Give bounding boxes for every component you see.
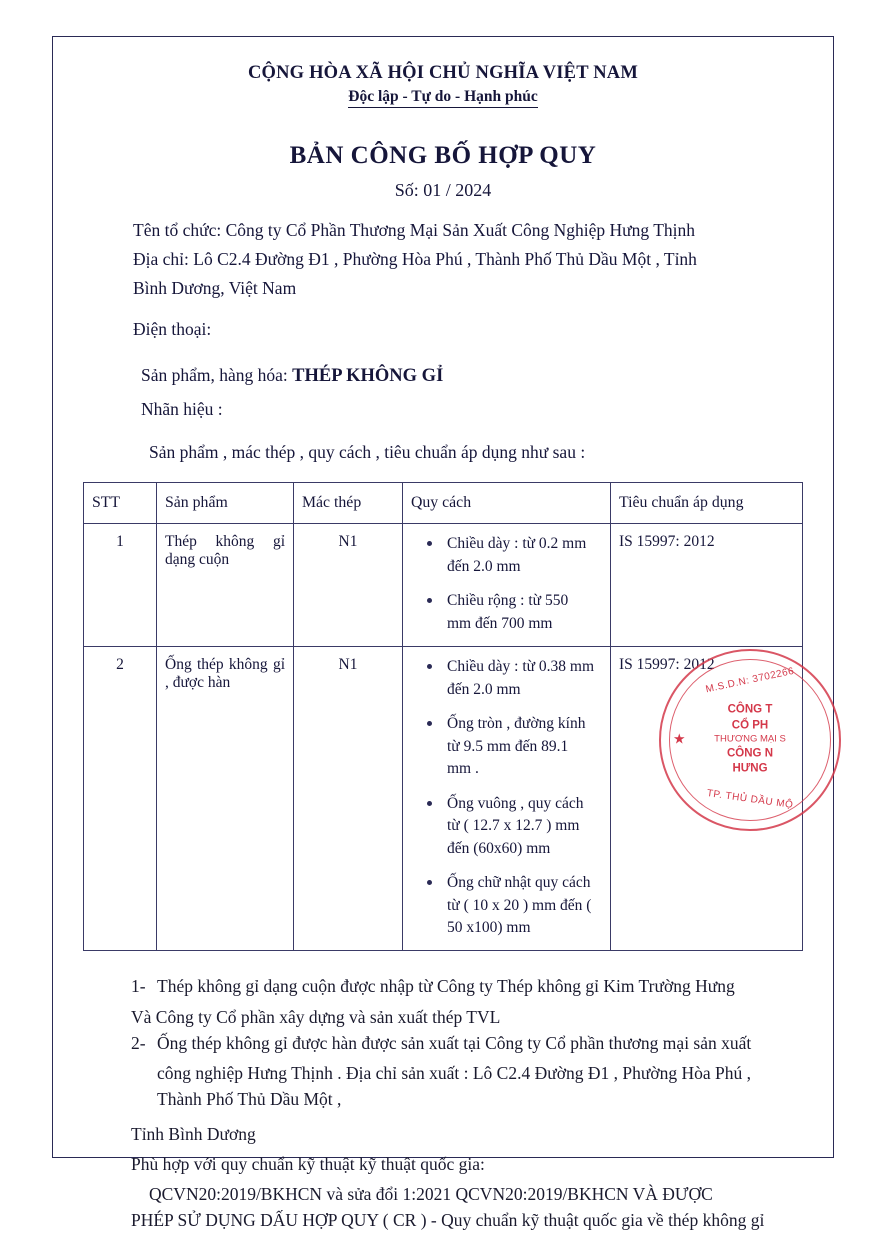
- national-motto: Độc lập - Tự do - Hạnh phúc: [348, 88, 537, 108]
- organization-address-line1: Địa chỉ: Lô C2.4 Đường Đ1 , Phường Hòa Phú , Thành Phố Thủ Dầu Một , Tỉnh: [133, 249, 697, 270]
- cell-product: Ống thép không gỉ , được hàn: [157, 647, 294, 951]
- note-continuation: Thành Phố Thủ Dầu Một ,: [157, 1089, 342, 1110]
- cell-product: Thép không gỉ dạng cuộn: [157, 524, 294, 647]
- note-text: Thép không gỉ dạng cuộn được nhập từ Công ty Thép không gỉ Kim Trường Hưng: [157, 976, 735, 997]
- stamp-core-mid: THƯƠNG MẠI S: [714, 733, 786, 745]
- table-header-spec: Quy cách: [403, 483, 611, 524]
- stamp-arc-bottom: TP. THỦ DẦU MỘ: [706, 787, 794, 812]
- product-block: [83, 362, 803, 424]
- product-value: THÉP KHÔNG GỈ: [292, 365, 444, 386]
- conformity-block: [83, 1181, 803, 1234]
- spec-item: Chiều dày : từ 0.2 mm đến 2.0 mm: [447, 533, 602, 578]
- specification-table: [83, 482, 803, 951]
- table-header-stt: STT: [84, 483, 157, 524]
- conformity-line-2: PHÉP SỬ DỤNG DẤU HỢP QUY ( CR ) - Quy chuẩn kỹ thuật quốc gia về thép không gỉ: [131, 1210, 765, 1231]
- organization-address-line2: Bình Dương, Việt Nam: [133, 278, 297, 299]
- note-item: [131, 1030, 803, 1056]
- organization-block: [83, 217, 803, 302]
- stamp-arc-top: M.S.D.N: 3702266: [704, 665, 796, 696]
- notes-list: [83, 973, 803, 1112]
- table-row: [84, 524, 803, 647]
- national-header: [83, 63, 803, 108]
- product-label: Sản phẩm, hàng hóa:: [141, 364, 288, 385]
- table-header-row: [84, 483, 803, 524]
- note-number: 2-: [131, 1032, 146, 1053]
- stamp-core-line-2: CỔ PH: [731, 719, 769, 732]
- stamp-core-line-3: CÔNG N: [727, 747, 773, 760]
- note-number: 1-: [131, 976, 146, 997]
- page-title: BẢN CÔNG BỐ HỢP QUY: [289, 142, 597, 169]
- document-number: Số: 01 / 2024: [394, 180, 492, 200]
- cell-standard: IS 15997: 2012: [611, 524, 803, 647]
- spec-item: Chiều rộng : từ 550 mm đến 700 mm: [447, 590, 602, 635]
- note-item: [131, 973, 803, 999]
- cell-stt: 2: [84, 647, 157, 951]
- star-icon: ★: [673, 732, 686, 748]
- spec-item: Ống tròn , đường kính từ 9.5 mm đến 89.1 mm .: [447, 713, 602, 780]
- national-title: CỘNG HÒA XÃ HỘI CHỦ NGHĨA VIỆT NAM: [247, 63, 639, 83]
- table-header-standard: Tiêu chuẩn áp dụng: [611, 483, 803, 524]
- spec-item: Ống chữ nhật quy cách từ ( 10 x 20 ) mm đến ( 50 x100) mm: [447, 872, 602, 939]
- cell-standard: IS 15997: 2012: [611, 647, 803, 951]
- organization-phone: Điện thoại:: [133, 319, 212, 340]
- stamp-core-line-4: HƯNG: [732, 762, 768, 775]
- conformity-label: Phù hợp với quy chuẩn kỹ thuật kỹ thuật quốc gia:: [131, 1153, 485, 1174]
- cell-specs: [403, 524, 611, 647]
- cell-stt: 1: [84, 524, 157, 647]
- cell-specs: [403, 647, 611, 951]
- document-page: [52, 36, 834, 1231]
- product-brand-label: Nhãn hiệu :: [141, 399, 223, 420]
- stamp-core-line-1: CÔNG T: [727, 703, 773, 716]
- province-line: Tỉnh Bình Dương: [131, 1123, 256, 1144]
- spec-item: Ống vuông , quy cách từ ( 12.7 x 12.7 ) mm đến (60x60) mm: [447, 793, 602, 860]
- organization-name: Tên tổ chức: Công ty Cổ Phần Thương Mại Sản Xuất Công Nghiệp Hưng Thịnh: [133, 220, 696, 240]
- table-header-grade: Mác thép: [294, 483, 403, 524]
- note-continuation: Và Công ty Cổ phần xây dựng và sản xuất thép TVL: [131, 1006, 501, 1027]
- tail-block: [83, 1121, 803, 1178]
- cell-grade: N1: [294, 524, 403, 647]
- conformity-line-1: QCVN20:2019/BKHCN và sửa đổi 1:2021 QCVN20:2019/BKHCN VÀ ĐƯỢC: [149, 1184, 713, 1205]
- spec-intro: Sản phẩm , mác thép , quy cách , tiêu chuẩn áp dụng như sau :: [149, 442, 586, 463]
- table-row: [84, 647, 803, 951]
- note-text: Ống thép không gỉ được hàn được sản xuất tại Công ty Cổ phần thương mại sản xuất: [157, 1032, 752, 1053]
- cell-grade: N1: [294, 647, 403, 951]
- table-header-product: Sản phẩm: [157, 483, 294, 524]
- note-continuation: công nghiệp Hưng Thịnh . Địa chỉ sản xuất : Lô C2.4 Đường Đ1 , Phường Hòa Phú ,: [157, 1063, 751, 1084]
- spec-item: Chiều dày : từ 0.38 mm đến 2.0 mm: [447, 656, 602, 701]
